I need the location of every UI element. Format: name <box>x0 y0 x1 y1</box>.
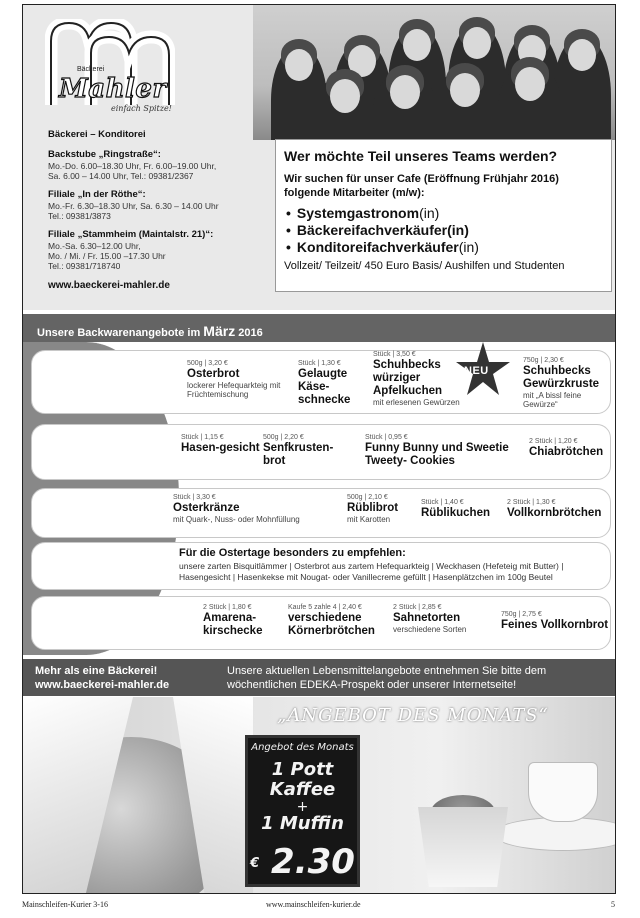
location-line: Mo.-Do. 6.00–18.30 Uhr, Fr. 6.00–19.00 Uhr, <box>48 161 217 171</box>
job-position: • Bäckereifachverkäufer(in) <box>286 222 603 239</box>
job-footer: Vollzeit/ Teilzeit/ 450 Euro Basis/ Aushilfen und Studenten <box>284 260 565 272</box>
website-link[interactable]: www.baeckerei-mahler.de <box>48 280 170 291</box>
bakery-info <box>48 129 268 291</box>
info-bar <box>23 659 616 696</box>
website-link[interactable]: www.baeckerei-mahler.de <box>35 679 170 691</box>
location-title: Backstube „Ringstraße“: <box>48 149 161 160</box>
offer-of-month-title: „ANGEBOT DES MONATS“ <box>277 705 549 726</box>
footer-publication: Mainschleifen-Kurier 3-16 <box>22 900 108 909</box>
offer-item: Stück | 1,40 € Rüblikuchen <box>421 499 491 519</box>
offer-item: 2 Stück | 1,20 € Chiabrötchen <box>529 438 604 458</box>
chalkboard-line: 1 Muffin <box>261 813 344 834</box>
location-line: Mo.-Fr. 6.30–18.30 Uhr, Sa. 6.30 – 14.00 Uhr <box>48 201 219 211</box>
offer-date: 15. – 19. März <box>34 504 112 518</box>
info-bar-left: Mehr als eine Bäckerei! www.baeckerei-mahler.de <box>35 665 170 691</box>
logo-slogan: einfach Spitze! <box>111 104 172 113</box>
location-line: Mo. / Mi. / Fr. 15.00 –17.30 Uhr <box>48 251 166 261</box>
offer-item: 500g | 2,10 € Rüblibrot mit Karotten <box>347 494 399 524</box>
location-title: Filiale „In der Röthe“: <box>48 189 146 200</box>
offer-item: 500g | 3,20 € Osterbrot lockerer Hefequarkteig mit Früchtemischung <box>187 360 281 399</box>
job-question: Wer möchte Teil unseres Teams werden? <box>284 148 558 164</box>
chalkboard-plus: + <box>296 799 309 815</box>
offer-item: 750g | 2,75 € Feines Vollkornbrot <box>501 611 609 631</box>
chalkboard-price: € 2.30 <box>250 842 355 882</box>
header-section <box>23 5 616 310</box>
job-positions <box>286 205 603 256</box>
offer-item: 750g | 2,30 € Schuhbecks Gewürzkruste mit „A bissl feine Gewürze“ <box>523 357 600 409</box>
location-title: Filiale „Stammheim (Maintalstr. 21)“: <box>48 229 214 240</box>
footer-website[interactable]: www.mainschleifen-kurier.de <box>266 900 361 909</box>
offer-item: Stück | 0,95 € Funny Bunny und Sweetie Tweety- Cookies <box>365 434 509 467</box>
offer-item: 2 Stück | 1,80 € Amarena-kirschecke <box>203 604 263 637</box>
location-line: Tel.: 09381/3873 <box>48 211 111 221</box>
job-position: • Systemgastronom(in) <box>286 205 603 222</box>
location-line: Tel.: 09381/718740 <box>48 261 121 271</box>
job-ad <box>275 139 612 292</box>
location-line: Sa. 6.00 – 14.00 Uhr, Tel.: 09381/2367 <box>48 171 194 181</box>
logo-small-text: Bäckerei <box>77 66 105 73</box>
bakery-logo <box>45 19 175 119</box>
offers-section <box>23 310 616 700</box>
saucer-image <box>493 817 616 851</box>
job-position: • Konditoreifachverkäufer(in) <box>286 239 603 256</box>
offer-item: Stück | 1,30 € Gelaugte Käse-schnecke <box>298 360 351 406</box>
offer-recommendation: Für die Ostertage besonders zu empfehlen: unsere zarten Bisquitlämmer | Osterbrot aus zartem Hefequarkteig | Weckhasen (Hefeteig mit Butter) | Hasengesicht | Hasenkekse mit Nougat- oder Vanillecreme gefüllt | Hasenplätzchen im 100g Beutel <box>179 547 564 582</box>
new-badge-label: NEU <box>464 365 489 377</box>
offer-date: 22. – 26. März <box>34 559 112 573</box>
offer-item: Kaufe 5 zahle 4 | 2,40 € verschiedene Körnerbrötchen <box>288 604 375 637</box>
offers-header: Unsere Backwarenangebote im März 2016 <box>23 314 616 342</box>
footer-page-number: 5 <box>611 900 615 909</box>
offer-item: 2 Stück | 1,30 € Vollkornbrötchen <box>507 499 602 519</box>
location-line: Mo.-Sa. 6.30–12.00 Uhr, <box>48 241 141 251</box>
offer-date: 1. – 5. März <box>34 375 99 389</box>
info-bar-right: Unsere aktuellen Lebensmittelangebote entnehmen Sie bitte dem wöchentlichen EDEKA-Prospekt oder unserer Internetseite! <box>227 665 547 691</box>
page-frame <box>22 4 616 894</box>
chalkboard <box>245 735 360 887</box>
logo-brand-name: Mahler <box>59 74 167 104</box>
coffee-cup-image <box>528 762 598 822</box>
offer-date: 29. März – 2. April <box>34 615 135 629</box>
offer-item: Stück | 3,30 € Osterkränze mit Quark-, Nuss- oder Mohnfüllung <box>173 494 300 524</box>
offer-item: Stück | 3,50 € Schuhbecks würziger Apfelkuchen mit erlesenen Gewürzen <box>373 351 460 407</box>
offer-date: 8. – 12. März <box>34 445 105 459</box>
chalkboard-line: 1 Pott Kaffee <box>269 759 336 800</box>
offer-item: 2 Stück | 2,85 € Sahnetorten verschiedene Sorten <box>393 604 467 634</box>
offer-of-month <box>23 697 616 894</box>
offer-item: Stück | 1,15 € Hasen-gesicht <box>181 434 260 454</box>
job-intro: Wir suchen für unser Cafe (Eröffnung Frühjahr 2016) folgende Mitarbeiter (m/w): <box>284 173 559 199</box>
chalkboard-title: Angebot des Monats <box>251 742 354 753</box>
muffin-wrapper-image <box>418 807 508 887</box>
offer-item: 500g | 2,20 € Senfkrusten-brot <box>263 434 334 467</box>
team-photo <box>253 5 616 140</box>
bakery-heading: Bäckerei – Konditorei <box>48 129 146 140</box>
